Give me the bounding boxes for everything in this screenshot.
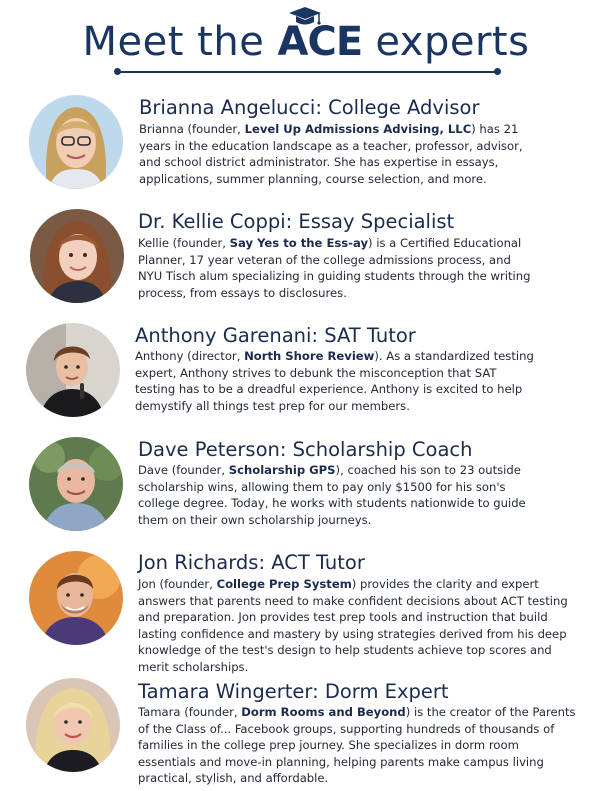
avatar-jon [29,551,123,645]
expert-name: Anthony Garenani: SAT Tutor [135,324,416,347]
bio-text: ), coached his son to 23 outside scholarship wins, allowing them to pay only $1500 for his son's college degree. Today, he works with students nationwide to guide them on their own scholarship journeys. [138,463,526,527]
divider-dot-right [494,68,501,75]
expert-bio [135,348,540,414]
expert-bio [138,235,538,301]
title-suffix: experts [362,19,530,65]
divider-dot-left [114,68,121,75]
expert-name: Brianna Angelucci: College Advisor [139,96,480,119]
bio-text: ). As a standardized testing expert, Anthony strives to debunk the misconception that SAT testing has to be a dreadful experience. Anthony is excited to help demystify all things test prep for our members. [135,349,534,413]
bio-text: Jon (founder, [138,577,217,591]
page-title [0,18,612,66]
bio-text: ) is the creator of the Parents of the Class of... Facebook groups, supporting hundreds of thousands of families in the college prep journey. She specializes in dorm room essentials and move-in planning, helping parents make campus living practical, stylish, and affordable. [138,705,576,786]
avatar-anthony [26,323,120,417]
expert-bio [138,704,578,787]
expert-bio [138,462,538,528]
bio-text: Kellie (founder, [138,236,230,250]
organization-name: Scholarship GPS [228,463,336,477]
bio-text: ) is a Certified Educational Planner, 17 year veteran of the college admissions process, and NYU Tisch alum specializing in guiding students through the writing process, from essays to disclosures. [138,236,531,300]
expert-name: Tamara Wingerter: Dorm Expert [138,680,449,703]
title-prefix: Meet the [82,19,278,65]
brand-name: ACE [277,19,363,65]
bio-text: Brianna (founder, [139,122,245,136]
organization-name: Say Yes to the Ess-ay [229,236,369,250]
expert-bio [139,121,539,187]
avatar-dave [29,437,123,531]
avatar-tamara [26,678,120,772]
expert-name: Dr. Kellie Coppi: Essay Specialist [138,210,455,233]
avatar-kellie [30,209,124,303]
organization-name: Level Up Admissions Advising, LLC [244,122,472,136]
bio-text: Tamara (founder, [138,705,242,719]
bio-text: Anthony (director, [135,349,245,363]
expert-name: Dave Peterson: Scholarship Coach [138,438,473,461]
organization-name: College Prep System [216,577,352,591]
page-header [0,0,612,82]
expert-bio [138,576,578,676]
bio-text: ) provides the clarity and expert answers that parents need to make confident decisions about ACT testing and preparation. Jon provides test prep tools and instruction that build lasting confidence and mastery by using strategies derived from his deep knowledge of the test's design to help students achieve top scores and merit scholarships. [138,577,568,674]
expert-name: Jon Richards: ACT Tutor [138,551,365,574]
organization-name: Dorm Rooms and Beyond [241,705,406,719]
organization-name: North Shore Review [244,349,375,363]
title-divider [118,71,498,73]
bio-text: ) has 21 years in the education landscape as a teacher, professor, advisor, and school district administrator. She has expertise in essays, applications, summer planning, course selection, and more. [139,122,523,186]
avatar-brianna [29,95,123,189]
bio-text: Dave (founder, [138,463,229,477]
